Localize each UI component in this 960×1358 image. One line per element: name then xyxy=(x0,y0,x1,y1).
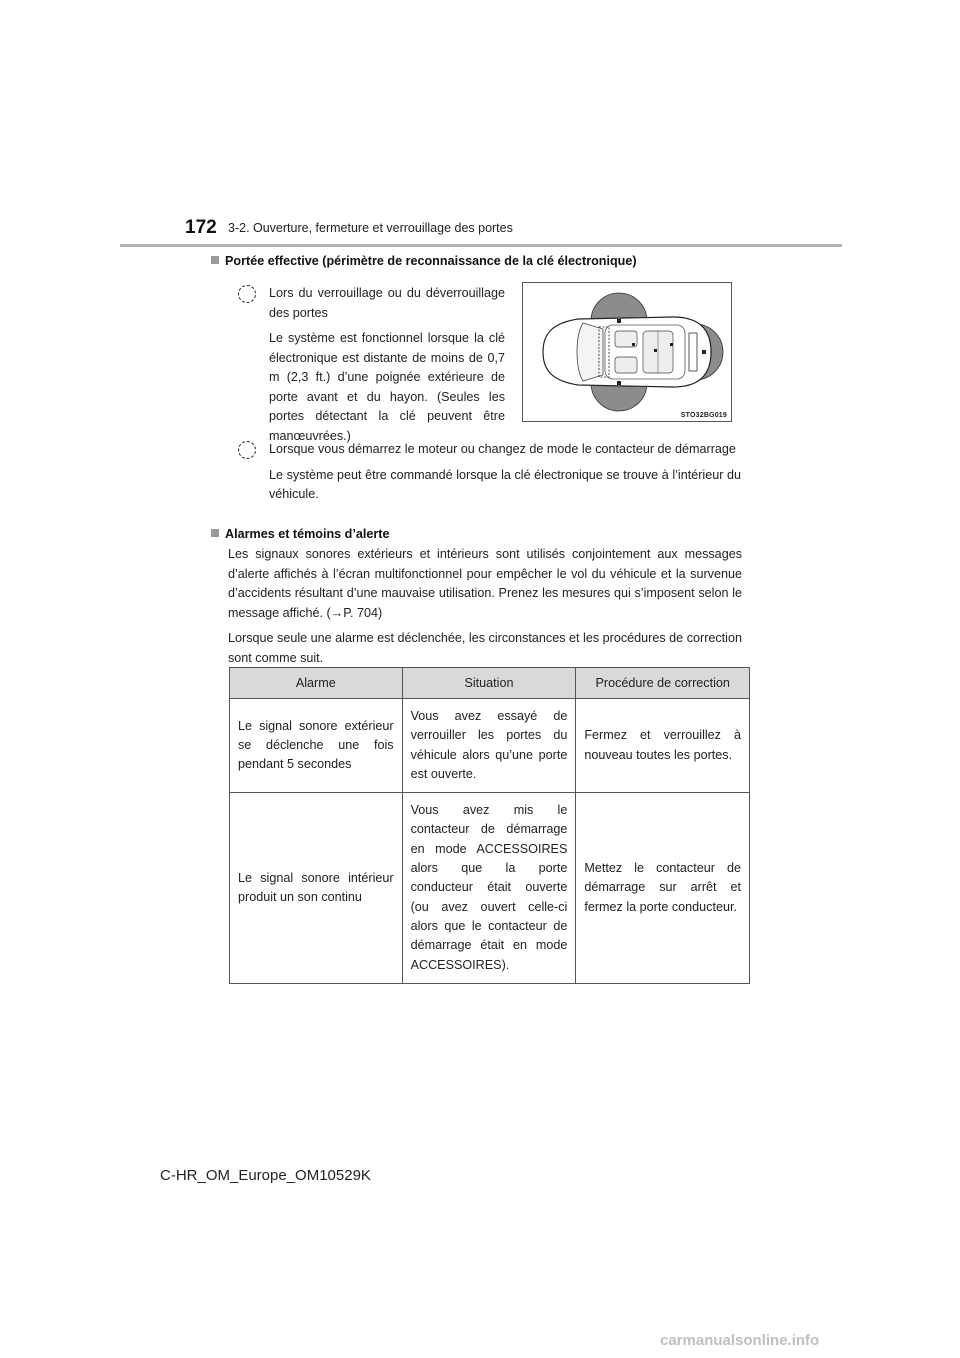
column-header: Alarme xyxy=(230,668,403,699)
table-row xyxy=(230,793,750,984)
alarms-description xyxy=(228,545,742,668)
item-body: Le système peut être commandé lorsque la clé électronique se trouve à l’intérieur du véhicule. xyxy=(269,467,741,501)
dashed-circle-icon xyxy=(238,285,256,303)
table-cell: Le signal sonore extérieur se déclenche une fois pendant 5 secondes xyxy=(230,699,403,793)
item-start-engine xyxy=(269,440,741,505)
table-cell: Vous avez mis le contacteur de démarrage en mode ACCESSOIRES alors que la porte conducteur était ouverte (ou avez ouvert celle-ci alors que le contacteur de démarrage était en mode ACCESSOIRES). xyxy=(402,793,576,984)
chapter-title: 3-2. Ouverture, fermeture et verrouillage des portes xyxy=(228,221,513,235)
table-cell: Mettez le contacteur de démarrage sur arrêt et fermez la porte conducteur. xyxy=(576,793,750,984)
table-cell: Fermez et verrouillez à nouveau toutes les portes. xyxy=(576,699,750,793)
car-top-view-illustration xyxy=(523,283,731,421)
watermark: carmanualsonline.info xyxy=(660,1332,820,1349)
table-cell: Vous avez essayé de verrouiller les portes du véhicule alors qu’une porte est ouverte. xyxy=(402,699,576,793)
table-header-row xyxy=(230,668,750,699)
header-divider xyxy=(120,244,842,247)
square-bullet-icon xyxy=(211,529,219,537)
paragraph: Les signaux sonores extérieurs et intérieurs sont utilisés conjointement aux messages d’alerte affichés à l’écran multifonctionnel pour empêcher le vol du véhicule et la survenue d’accidents résultant d’une mauvaise utilisation. Prenez les mesures qui s’imposent selon le message affiché. (→P. 704) xyxy=(228,547,742,620)
column-header: Procédure de correction xyxy=(576,668,750,699)
column-header: Situation xyxy=(402,668,576,699)
square-bullet-icon xyxy=(211,256,219,264)
table-cell: Le signal sonore intérieur produit un son continu xyxy=(230,793,403,984)
section-title: Alarmes et témoins d’alerte xyxy=(225,527,390,541)
diagram-code: STO32BG019 xyxy=(680,412,727,419)
item-lock-unlock xyxy=(269,284,505,446)
paragraph: Lorsque seule une alarme est déclenchée, les circonstances et les procédures de correction sont comme suit. xyxy=(228,631,742,665)
section-title: Portée effective (périmètre de reconnaissance de la clé électronique) xyxy=(225,254,637,268)
item-heading: Lorsque vous démarrez le moteur ou changez de mode le contacteur de démarrage xyxy=(269,442,736,456)
table-row xyxy=(230,699,750,793)
item-heading: Lors du verrouillage ou du déverrouillage des portes xyxy=(269,286,505,320)
section-heading-effective-range xyxy=(211,254,637,268)
page-number: 172 xyxy=(185,217,217,238)
dashed-circle-icon xyxy=(238,441,256,459)
item-body: Le système est fonctionnel lorsque la clé électronique est distante de moins de 0,7 m (2,3 ft.) d’une poignée extérieure de porte avant et du hayon. (Seules les portes détectant la clé peuvent être manœuvrées.) xyxy=(269,331,505,443)
alarm-table xyxy=(229,667,750,984)
key-range-diagram xyxy=(522,282,732,422)
footer-code: C-HR_OM_Europe_OM10529K xyxy=(160,1167,371,1184)
section-heading-alarms xyxy=(211,527,389,541)
